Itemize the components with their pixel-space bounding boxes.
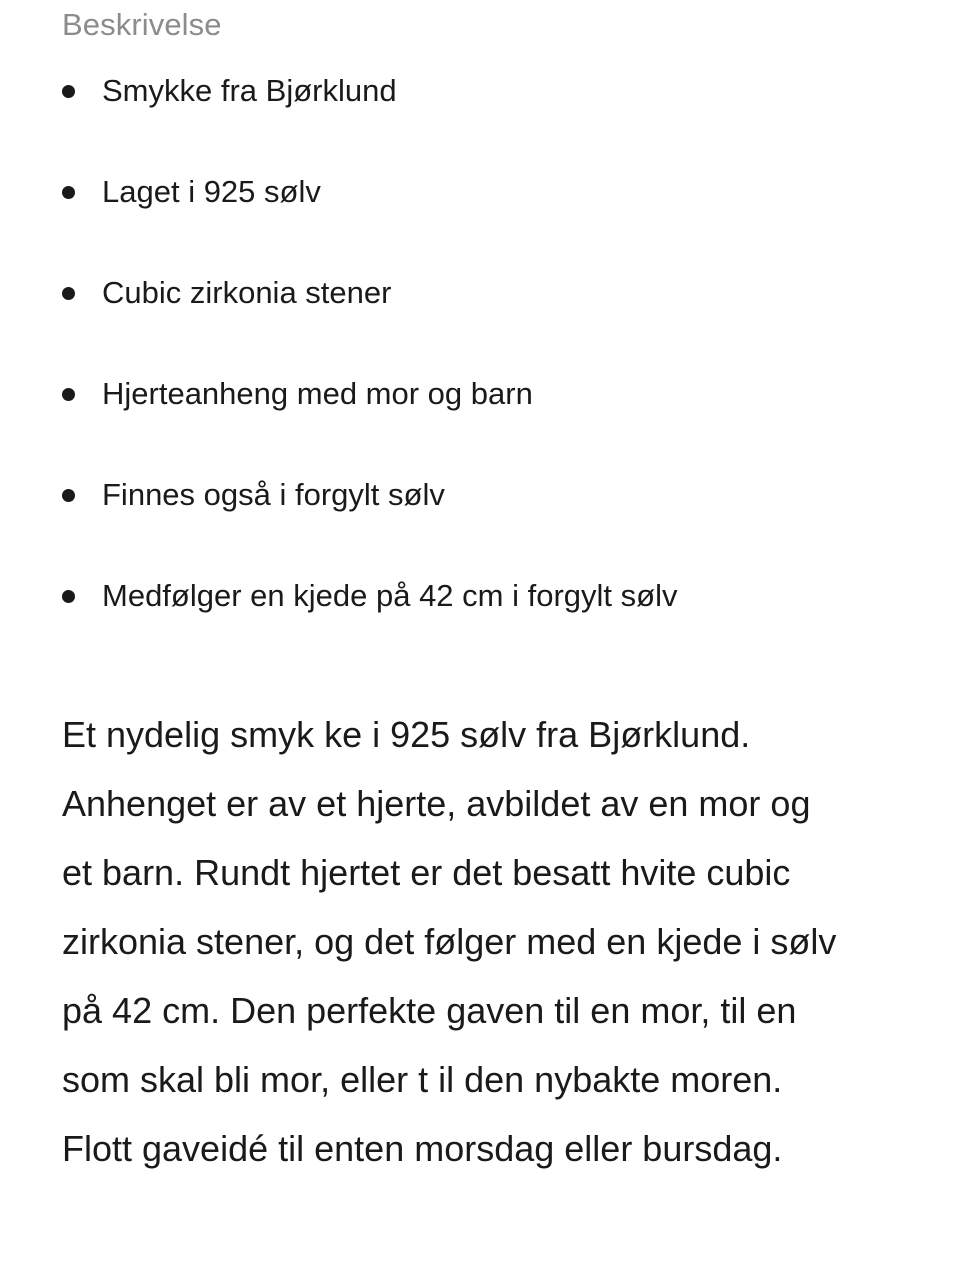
feature-text: Smykke fra Bjørklund (102, 73, 397, 108)
bullet-icon (62, 388, 75, 401)
feature-text: Hjerteanheng med mor og barn (102, 376, 533, 411)
description-paragraph (62, 700, 902, 1183)
list-item (62, 571, 902, 672)
list-item (62, 369, 902, 470)
bullet-icon (62, 590, 75, 603)
paragraph-line: zirkonia stener, og det følger med en kjede i sølv (62, 921, 837, 962)
list-item (62, 167, 902, 268)
list-item (62, 470, 902, 571)
bullet-icon (62, 489, 75, 502)
paragraph-line: på 42 cm. Den perfekte gaven til en mor, til en (62, 990, 797, 1031)
bullet-icon (62, 186, 75, 199)
feature-text: Finnes også i forgylt sølv (102, 477, 445, 512)
paragraph-line: som skal bli mor, eller t il den nybakte moren. (62, 1059, 783, 1100)
list-item (62, 66, 902, 167)
feature-list (62, 66, 902, 672)
paragraph-line: Et nydelig smyk ke i 925 sølv fra Bjørklund. (62, 714, 751, 755)
list-item (62, 268, 902, 369)
paragraph-line: Anhenget er av et hjerte, avbildet av en mor og (62, 783, 811, 824)
paragraph-line: et barn. Rundt hjertet er det besatt hvite cubic (62, 852, 791, 893)
feature-text: Medfølger en kjede på 42 cm i forgylt sølv (102, 578, 678, 613)
description-heading: Beskrivelse (62, 7, 222, 42)
feature-text: Laget i 925 sølv (102, 174, 321, 209)
feature-text: Cubic zirkonia stener (102, 275, 392, 310)
paragraph-line: Flott gaveidé til enten morsdag eller bursdag. (62, 1128, 783, 1169)
bullet-icon (62, 287, 75, 300)
bullet-icon (62, 85, 75, 98)
